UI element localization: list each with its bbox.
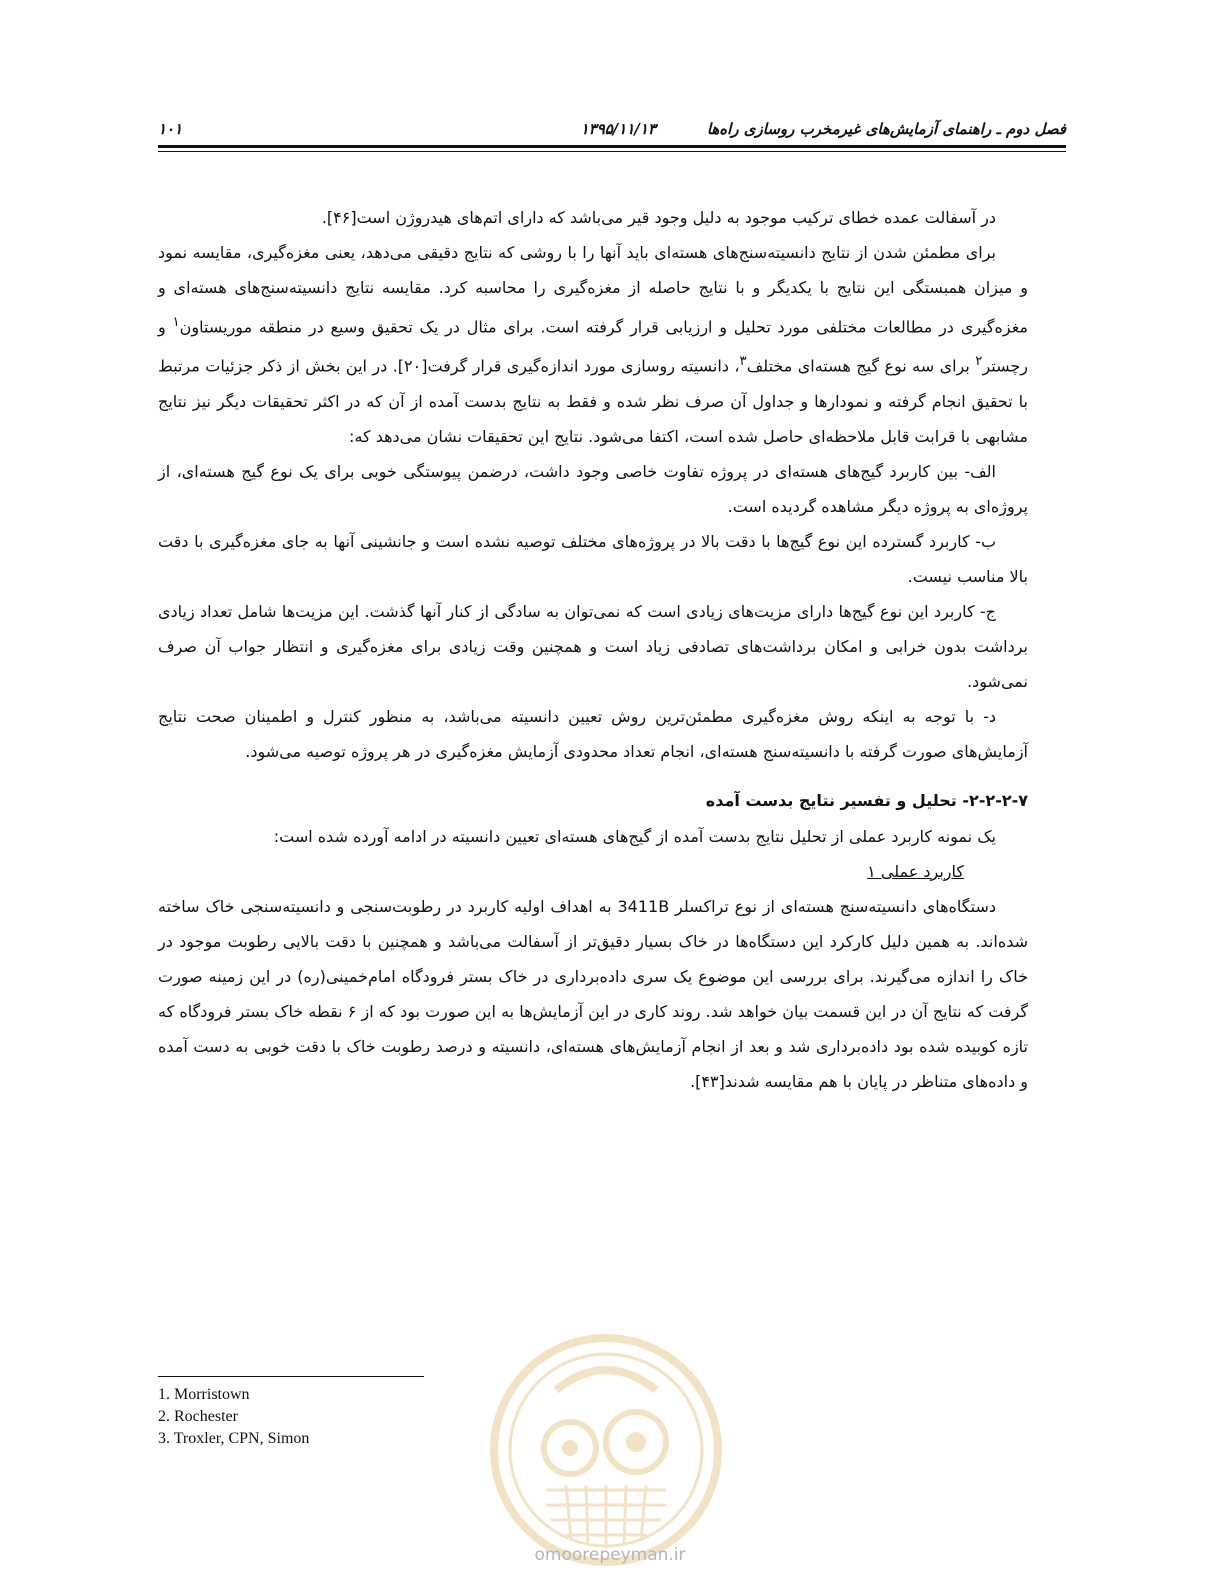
footnote-ref-3[interactable]: ۳ bbox=[739, 354, 747, 370]
paragraph-text: و رچستر bbox=[158, 317, 1028, 376]
paragraph-asphalt-error: در آسفالت عمده خطای ترکیب موجود به دلیل وجود قیر می‌باشد که دارای اتم‌های هیدروژن است[۴۶]. bbox=[321, 208, 996, 227]
practical-example-subheading: کاربرد عملی ۱ bbox=[867, 861, 964, 881]
header-rule-thick bbox=[158, 145, 1066, 148]
list-item-alef: الف- بین کاربرد گیج‌های هسته‌ای در پروژه تفاوت خاصی وجود داشت، درضمن پیوستگی خوبی برای یک نوع گیج هسته‌ای، از پروژه‌ای به پروژه دیگر مشاهده گردیده است. bbox=[158, 461, 1028, 516]
watermark-seal-icon bbox=[486, 1330, 726, 1570]
paragraph-troxler-example: دستگاه‌های دانسیته‌سنج هسته‌ای از نوع تراکسلر 3411B به اهداف اولیه کاربرد در رطوبت‌سنجی و دانسیته‌سنجی خاک ساخته شده‌اند. به همین دلیل کارکرد این دستگاه‌ها در خاک بسیار دقیق‌تر از آسفالت می‌باشد و همچنین با دقت بالایی رطوبت موجود در خاک را اندازه می‌گیرند. برای بررسی این موضوع یک سری داده‌برداری در خاک بستر فرودگاه امام‌خمینی(ره) در این زمینه صورت گرفت که نتایج آن در این قسمت بیان خواهد شد. روند کاری در این آزمایش‌ها به این صورت بود که از ۶ نقطه خاک بستر فرودگاه که تازه کوبیده شده بود داده‌برداری شد و بعد از انجام آزمایش‌های هسته‌ای، دانسیته و درصد رطوبت خاک با دقت خوبی به دست آمده و داده‌های متناظر در پایان با هم مقایسه شدند[۴۳]. bbox=[158, 896, 1029, 1091]
body-text bbox=[158, 200, 1028, 1099]
paragraph-text: برای سه نوع گیج هسته‌ای مختلف bbox=[746, 356, 976, 376]
footnote-separator bbox=[158, 1376, 424, 1377]
list-item-dal: د- با توجه به اینکه روش مغزه‌گیری مطمئن‌ترین روش تعیین دانسیته می‌باشد، به منظور کنترل و اطمینان صحت نتایج آزمایش‌های صورت گرفته با دانسیته‌سنج هسته‌ای، انجام تعداد محدودی آزمایش مغزه‌گیری در هر پروژه توصیه می‌شود. bbox=[158, 706, 1028, 761]
header-date: ۱۳۹۵/۱۱/۱۳ bbox=[580, 120, 656, 138]
chapter-title: فصل دوم ـ راهنمای آزمایش‌های غیرمخرب روسازی راه‌ها bbox=[706, 120, 1066, 138]
section-heading: ۲-۲-۲-۷- تحلیل و تفسیر نتایج بدست آمده bbox=[705, 790, 1028, 810]
running-header bbox=[158, 120, 1066, 142]
header-rule-thin bbox=[158, 151, 1066, 152]
paragraph-text: برای مطمئن شدن از نتایج دانسیته‌سنج‌های هسته‌ای باید آنها را با روشی که نتایج دقیقی می‌دهد، یعنی مغزه‌گیری، مقایسه نمود و میزان همبستگی این نتایج با یکدیگر و با نتایج حاصله از مغزه‌گیری را محاسبه کرد. مقایسه نتایج دانسیته‌سنج‌های هسته‌ای و مغزه‌گیری در مطالعات مختلفی مورد تحلیل و ارزیابی قرار گرفته است. برای مثال در یک تحقیق وسیع در منطقه موریستاون bbox=[158, 243, 1028, 337]
footnote-1: 1. Morristown bbox=[158, 1386, 250, 1403]
watermark-site: omoorepeyman.ir bbox=[534, 1545, 686, 1565]
footnote-ref-2[interactable]: ۲ bbox=[975, 354, 983, 370]
page-number: ۱۰۱ bbox=[158, 120, 183, 138]
paragraph-core-comparison bbox=[158, 235, 1028, 454]
footnotes bbox=[158, 1384, 309, 1450]
list-item-be: ب- کاربرد گسترده این نوع گیج‌ها با دقت بالا در پروژه‌های مختلف توصیه نشده است و جانشینی آنها به جای مغزه‌گیری با دقت بالا مناسب نیست. bbox=[158, 531, 1028, 586]
footnote-ref-1[interactable]: ۱ bbox=[172, 315, 180, 330]
list-item-jim: ج- کاربرد این نوع گیج‌ها دارای مزیت‌های زیادی است که نمی‌توان به سادگی از کنار آنها گذشت. این مزیت‌ها شامل تعداد زیادی برداشت بدون خرابی و امکان برداشت‌های تصادفی زیاد است و همچنین وقت زیادی برای مغزه‌گیری و انتظار جواب آن صرف نمی‌شود. bbox=[158, 601, 1028, 691]
paragraph-text: ، دانسیته روسازی مورد اندازه‌گیری قرار گرفت[۲۰]. در این بخش از ذکر جزئیات مرتبط با تحقیق انجام گرفته و نمودارها و جداول آن صرف نظر شده و فقط به نتایج بدست آمده از آن که در اکثر تحقیقات دیگر نیز نتایج مشابهی با قرابت قابل ملاحظه‌ای حاصل شده است، اکتفا می‌شود. نتایج این تحقیقات نشان می‌دهد که: bbox=[158, 356, 1028, 446]
footnote-2: 2. Rochester bbox=[158, 1408, 238, 1425]
subheading-row bbox=[158, 854, 1028, 889]
paragraph-practical-example-intro: یک نمونه کاربرد عملی از تحلیل نتایج بدست آمده از گیج‌های هسته‌ای تعیین دانسیته در ادامه آورده شده است: bbox=[273, 826, 996, 846]
footnote-3: 3. Troxler, CPN, Simon bbox=[158, 1430, 310, 1447]
